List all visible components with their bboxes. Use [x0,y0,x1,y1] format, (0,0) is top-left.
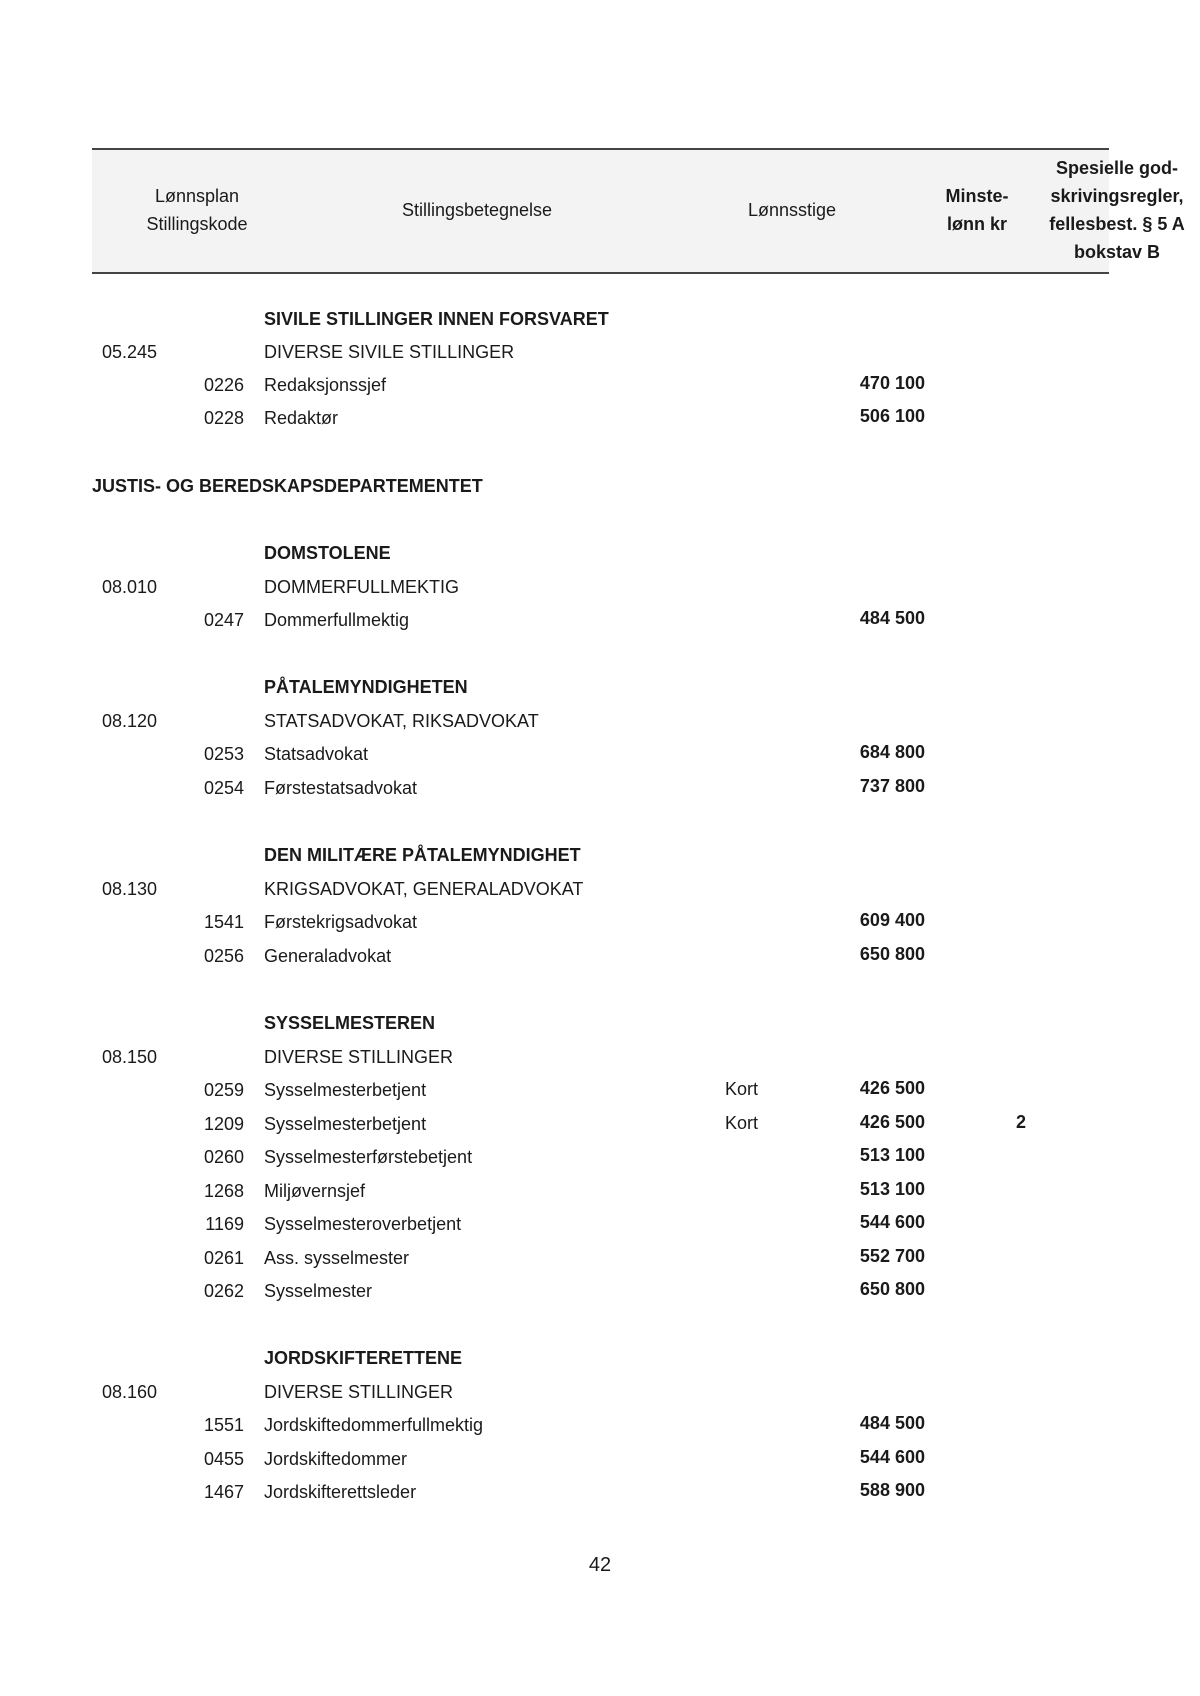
stillingsbetegnelse: Miljøvernsjef [264,1181,366,1201]
minstelonn: 737 800 [859,776,925,796]
stillingsbetegnelse: Sysselmesterførstebetjent [264,1147,473,1167]
stillingsbetegnelse: Sysselmesterbetjent [264,1114,427,1134]
stillingskode: 0262 [203,1281,244,1301]
stillingskode: 0254 [203,778,244,798]
section-heading: PÅTALEMYNDIGHETEN [264,677,468,697]
section-subheading: DIVERSE STILLINGER [264,1382,454,1402]
minstelonn: 588 900 [859,1480,925,1500]
section-subheading: DIVERSE SIVILE STILLINGER [264,342,515,362]
stillingskode: 0261 [203,1248,244,1268]
spesielle-regler: 2 [1016,1112,1027,1132]
section-subheading: KRIGSADVOKAT, GENERALADVOKAT [264,879,584,899]
section-subheading: DOMMERFULLMEKTIG [264,577,460,597]
lonnsstige: Kort [725,1079,759,1099]
minstelonn: 426 500 [859,1112,925,1132]
minstelonn: 513 100 [859,1179,925,1199]
header-lonnsstige: Lønnsstige [747,200,837,220]
stillingsbetegnelse: Jordskiftedommerfullmektig [264,1415,484,1435]
stillingskode: 0260 [203,1147,244,1167]
stillingskode: 1209 [203,1114,244,1134]
department-heading: JUSTIS- OG BEREDSKAPSDEPARTEMENTET [92,476,483,496]
section-heading: DOMSTOLENE [264,543,391,563]
lonnsplan-code: 08.130 [102,879,158,899]
stillingskode: 0228 [203,408,244,428]
lonnsplan-code: 08.160 [102,1382,158,1402]
stillingskode: 0259 [203,1080,244,1100]
stillingsbetegnelse: Førstestatsadvokat [264,778,418,798]
stillingskode: 1541 [203,912,244,932]
lonnsplan-code: 08.150 [102,1047,158,1067]
table-header [92,148,1185,274]
stillingsbetegnelse: Dommerfullmektig [264,610,410,630]
minstelonn: 650 800 [859,1279,925,1299]
stillingsbetegnelse: Jordskiftedommer [264,1449,408,1469]
stillingsbetegnelse: Generaladvokat [264,946,392,966]
section-subheading: DIVERSE STILLINGER [264,1047,454,1067]
minstelonn: 484 500 [859,608,925,628]
minstelonn: 609 400 [859,910,925,930]
lonnsplan-code: 08.120 [102,711,158,731]
header-lonnsplan: Lønnsplan Stillingskode [146,186,248,234]
stillingskode: 0226 [203,375,244,395]
stillingsbetegnelse: Førstekrigsadvokat [264,912,418,932]
section-heading: DEN MILITÆRE PÅTALEMYNDIGHET [264,845,581,865]
stillingskode: 1551 [203,1415,244,1435]
header-minstelonn: Minste- lønn kr [945,186,1009,234]
stillingsbetegnelse: Sysselmester [264,1281,373,1301]
stillingsbetegnelse: Redaksjonssjef [264,375,387,395]
minstelonn: 506 100 [859,406,925,426]
stillingskode: 1467 [203,1482,244,1502]
minstelonn: 426 500 [859,1078,925,1098]
stillingskode: 0253 [203,744,244,764]
minstelonn: 684 800 [859,742,925,762]
stillingskode: 1268 [203,1181,244,1201]
stillingskode: 0256 [203,946,244,966]
stillingsbetegnelse: Jordskifterettsleder [264,1482,417,1502]
minstelonn: 544 600 [859,1447,925,1467]
minstelonn: 544 600 [859,1212,925,1232]
lonnsplan-code: 08.010 [102,577,158,597]
minstelonn: 470 100 [859,373,925,393]
minstelonn: 650 800 [859,944,925,964]
lonnsplan-code: 05.245 [102,342,158,362]
stillingskode: 1169 [205,1214,244,1234]
minstelonn: 484 500 [859,1413,925,1433]
section-heading: SYSSELMESTEREN [264,1013,436,1033]
lonnsstige: Kort [725,1113,759,1133]
minstelonn: 552 700 [859,1246,925,1266]
stillingsbetegnelse: Sysselmesteroverbetjent [264,1214,462,1234]
header-spesielle-regler: Spesielle god- skrivingsregler, fellesbest. § 5 A bokstav B [1049,158,1185,262]
stillingskode: 0455 [203,1449,244,1469]
minstelonn: 513 100 [859,1145,925,1165]
stillingsbetegnelse: Ass. sysselmester [264,1248,410,1268]
section-heading: SIVILE STILLINGER INNEN FORSVARET [264,309,609,329]
section-subheading: STATSADVOKAT, RIKSADVOKAT [264,711,539,731]
stillingsbetegnelse: Sysselmesterbetjent [264,1080,427,1100]
stillingskode: 0247 [203,610,244,630]
header-stillingsbetegnelse: Stillingsbetegnelse [401,200,553,220]
stillingsbetegnelse: Statsadvokat [264,744,369,764]
section-heading: JORDSKIFTERETTENE [264,1348,463,1368]
stillingsbetegnelse: Redaktør [264,408,339,428]
page-number: 42 [588,1554,612,1576]
